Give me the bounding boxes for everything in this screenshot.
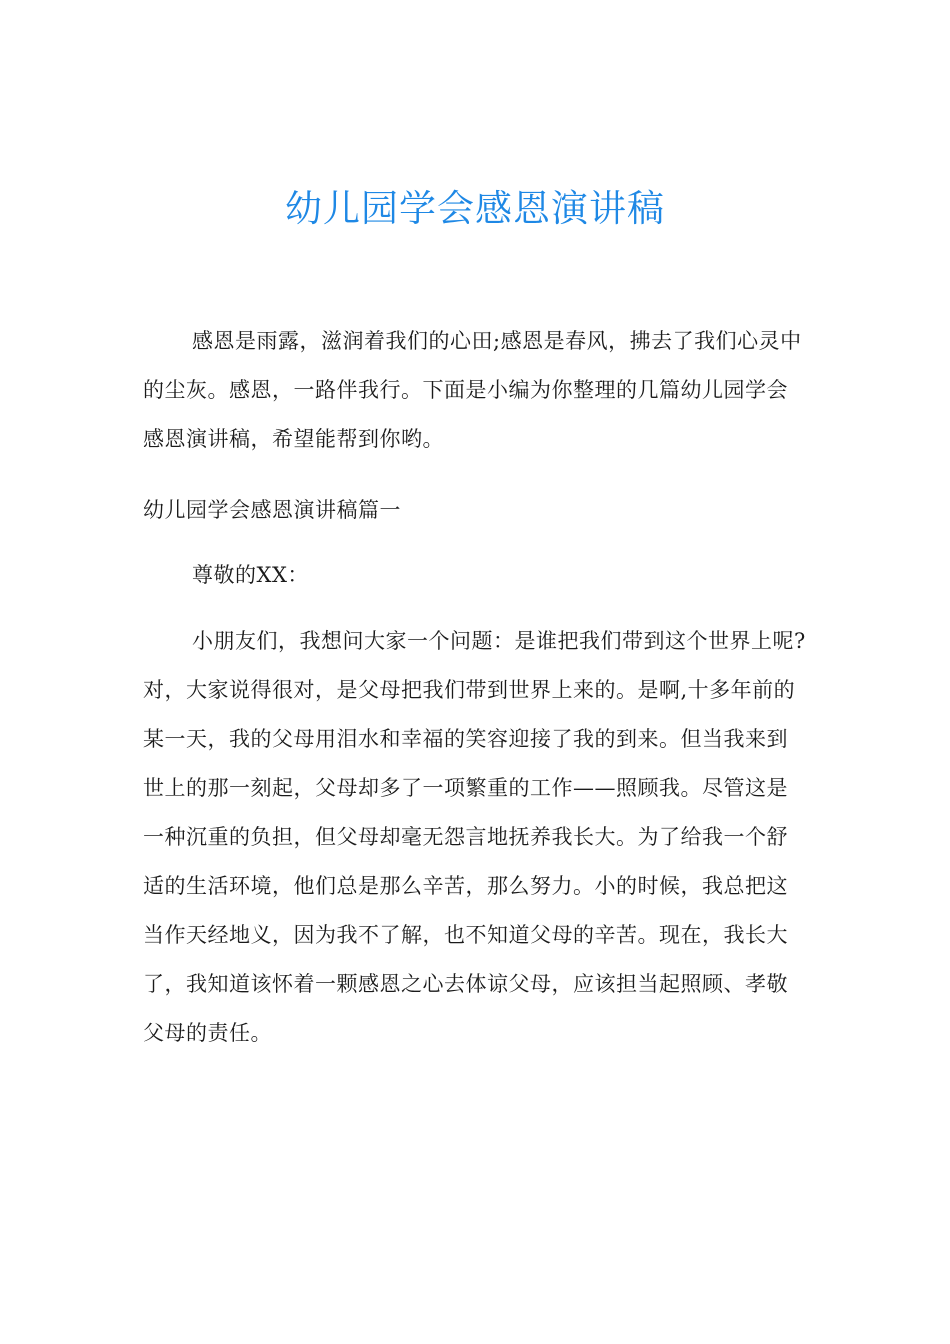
body-paragraph: 小朋友们，我想问大家一个问题：是谁把我们带到这个世界上呢?对，大家说得很对，是父母把我们带到世界上来的。是啊,十多年前的某一天，我的父母用泪水和幸福的笑容迎接了我的到来。但当我来到世上的那一刻起，父母却多了一项繁重的工作——照顾我。尽管这是一种沉重的负担，但父母却毫无怨言地抚养我长大。为了给我一个舒适的生活环境，他们总是那么辛苦，那么努力。小的时候，我总把这当作天经地义，因为我不了解，也不知道父母的辛苦。现在，我长大了，我知道该怀着一颗感恩之心去体谅父母，应该担当起照顾、孝敬父母的责任。	[143, 629, 806, 1045]
salutation: 尊敬的XX：	[192, 563, 309, 587]
intro-paragraph: 感恩是雨露，滋润着我们的心田;感恩是春风，拂去了我们心灵中的尘灰。感恩，一路伴我行。下面是小编为你整理的几篇幼儿园学会感恩演讲稿，希望能帮到你哟。	[143, 329, 802, 451]
document-title: 幼儿园学会感恩演讲稿	[285, 187, 665, 230]
section-heading: 幼儿园学会感恩演讲稿篇一	[143, 498, 401, 522]
